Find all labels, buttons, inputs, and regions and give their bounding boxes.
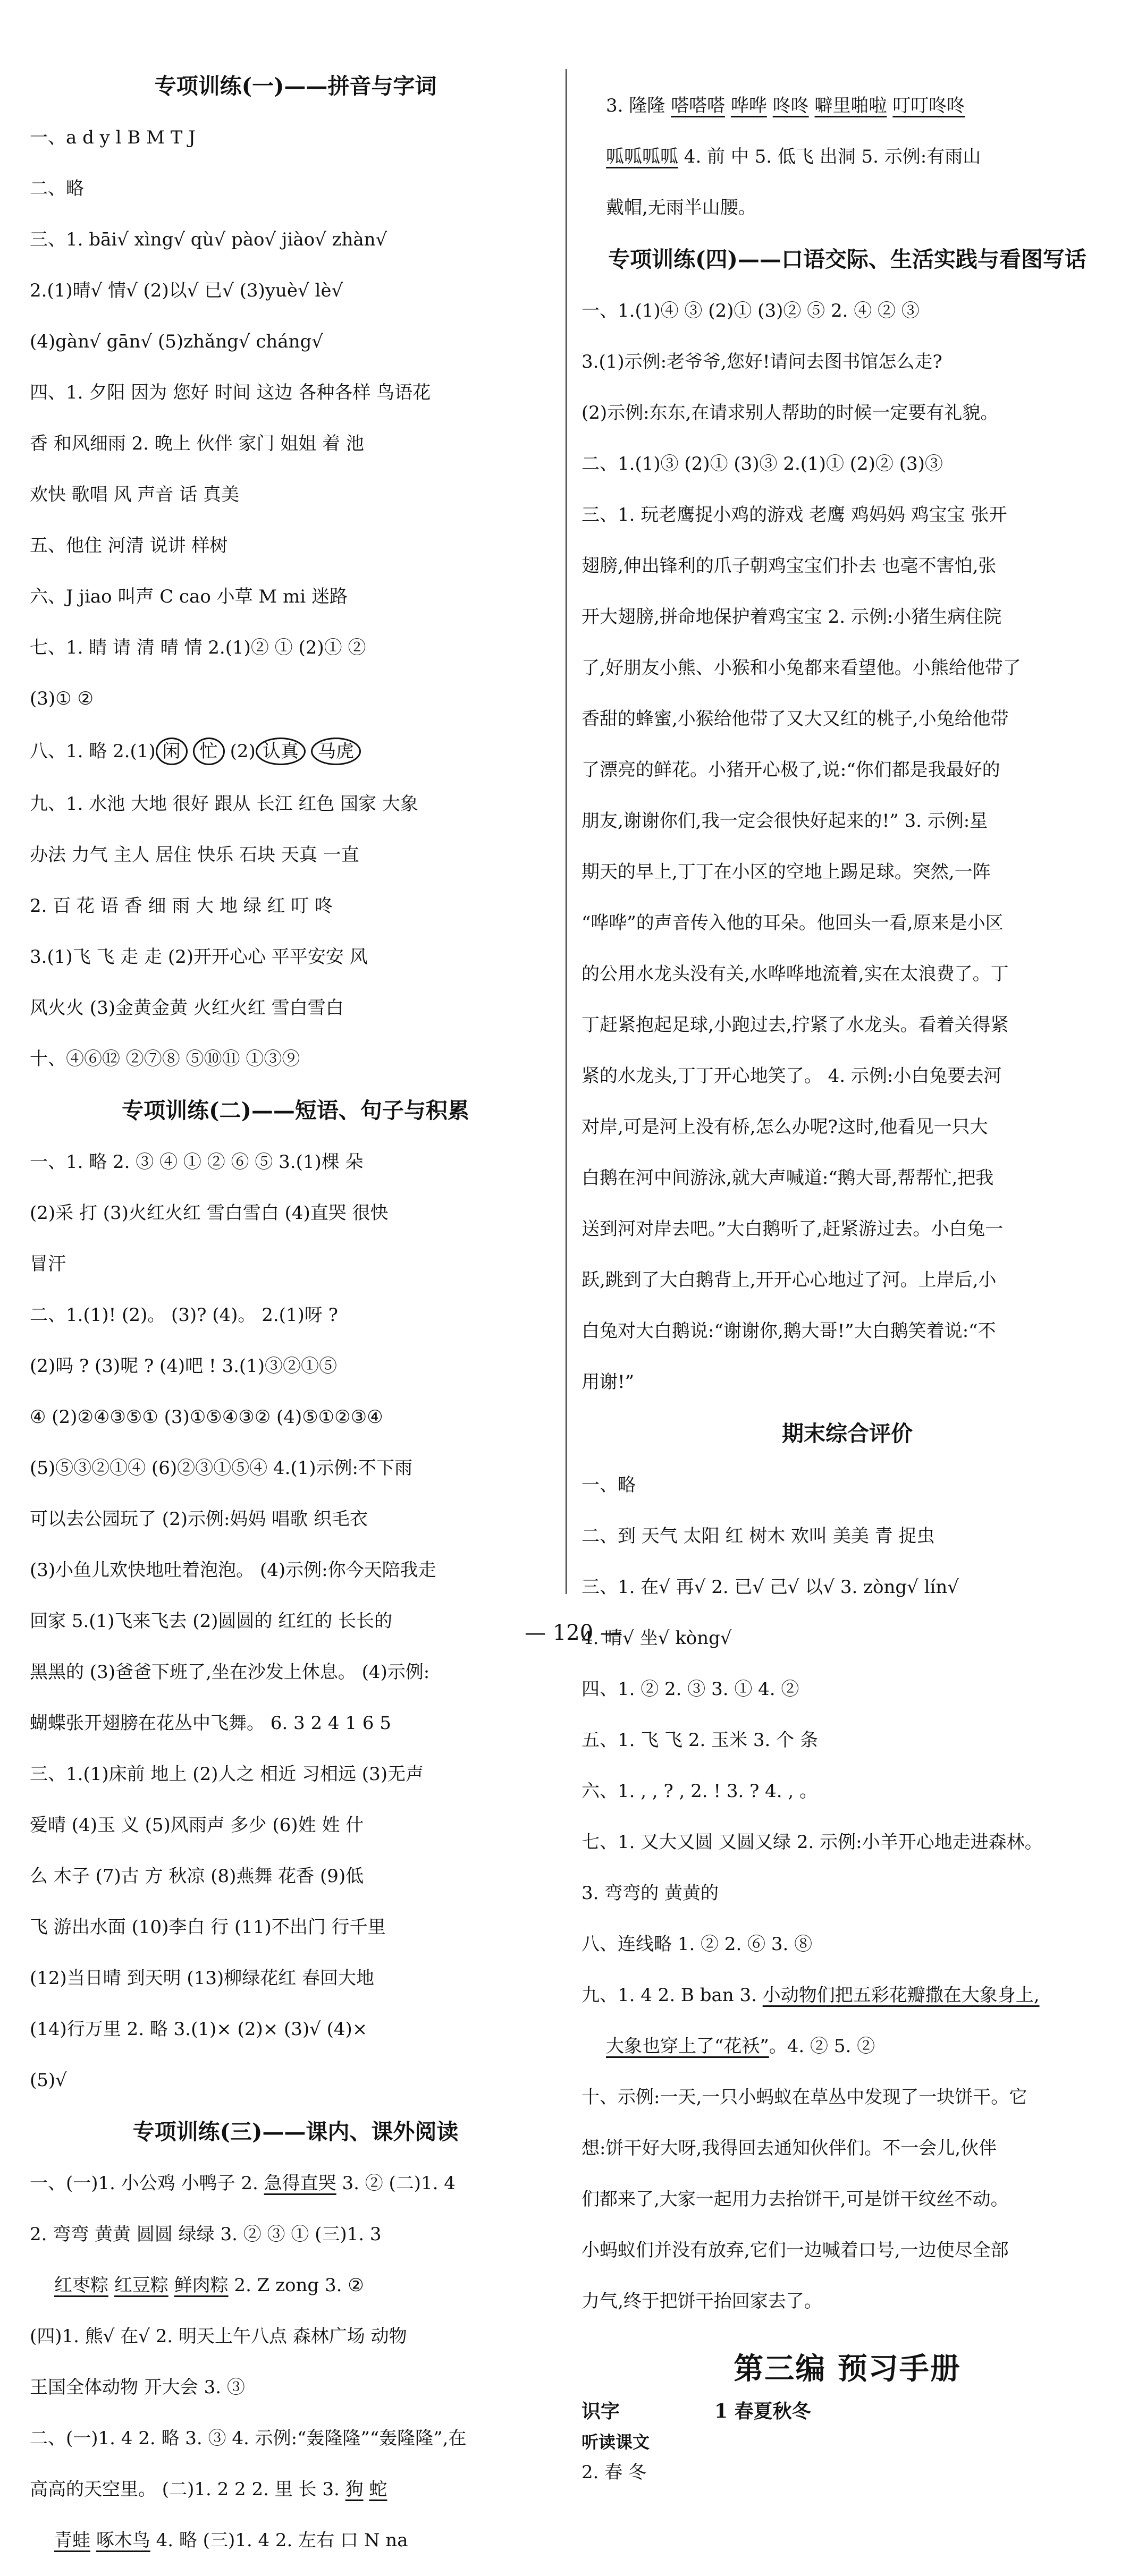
underlined-answer: 红枣粽 [54, 2275, 108, 2296]
answer-line: (2)吗 ? (3)呢 ? (4)吧 ! 3.(1)③②①⑤ [30, 1355, 338, 1377]
line-mid: (2) [230, 741, 256, 762]
answer-line: 九、1. 水池 大地 很好 跟从 长江 红色 国家 大象 [30, 793, 418, 815]
text-span: 4. 略 (三)1. 4 2. 左右 口 N na [150, 2530, 408, 2551]
answer-line: “哗哗”的声音传入他的耳朵。他回头一看,原来是小区 [582, 912, 1004, 934]
underlined-answer: 哗哗 [730, 95, 767, 116]
answer-line: 三、1. bāi√ xìng√ qù√ pào√ jiào√ zhàn√ [30, 229, 387, 250]
answer-line: 回家 5.(1)飞来飞去 (2)圆圆的 红红的 长长的 [30, 1611, 392, 1632]
text-span: 3. 隆隆 [606, 95, 671, 116]
answer-line: 二、到 天气 太阳 红 树木 欢叫 美美 青 捉虫 [582, 1526, 935, 1547]
answer-line: (3)小鱼儿欢快地吐着泡泡。 (4)示例:你今天陪我走 [30, 1560, 436, 1581]
answer-line: 2.(1)晴√ 情√ (2)以√ 已√ (3)yuè√ lè√ [30, 280, 343, 301]
answer-line: 一、1. 略 2. ③ ④ ① ② ⑥ ⑤ 3.(1)棵 朵 [30, 1151, 364, 1173]
answer-line: 二、略 [30, 178, 84, 199]
line-prefix: 八、1. 略 2.(1) [30, 741, 156, 762]
answer-line: 六、1. , , ? , 2. ! 3. ? 4. , 。 [582, 1781, 818, 1802]
underlined-answer: 啄木鸟 [96, 2530, 150, 2551]
lesson-title: 1 春夏秋冬 [714, 2400, 811, 2422]
answer-line: 想:饼干好大呀,我得回去通知伙伴们。不一会儿,伙伴 [582, 2138, 997, 2159]
section-title-1: 专项训练(一)——拼音与字词 [154, 73, 437, 99]
answer-line: 4. 晴√ 坐√ kòng√ [582, 1628, 732, 1649]
answer-line: 香甜的蜂蜜,小猴给他带了又大又红的桃子,小兔给他带 [582, 708, 1009, 730]
answer-line: 了,好朋友小熊、小猴和小兔都来看望他。小熊给他带了 [582, 657, 1021, 679]
section-title-2: 专项训练(二)——短语、句子与积累 [122, 1098, 469, 1123]
answer-line: 十、示例:一天,一只小蚂蚁在草丛中发现了一块饼干。它 [582, 2087, 1027, 2108]
answer-line: (2)采 打 (3)火红火红 雪白雪白 (4)直哭 很快 [30, 1202, 389, 1224]
circled-word: 闲 [156, 738, 188, 765]
section-title-4: 专项训练(四)——口语交际、生活实践与看图写话 [608, 247, 1086, 272]
answer-line: 一、略 [582, 1475, 636, 1496]
continued-answers [582, 70, 1113, 243]
text-span: 2. Z zong 3. ② [228, 2275, 364, 2296]
answer-line: 2. 春 冬 [582, 2462, 647, 2483]
answer-line: 力气,终于把饼干抬回家去了。 [582, 2291, 822, 2312]
answer-line: 风火火 (3)金黄金黄 火红火红 雪白雪白 [30, 997, 344, 1019]
answer-line: 白兔对大白鹅说:“谢谢你,鹅大哥!”大白鹅笑着说:“不 [582, 1320, 996, 1342]
section-1-answers [30, 102, 561, 1095]
underlined-answer: 咚咚 [772, 95, 809, 116]
answer-line: 可以去公园玩了 (2)示例:妈妈 唱歌 织毛衣 [30, 1509, 368, 1530]
subsection-label: 听读课文 [582, 2432, 650, 2452]
section-4-answers [582, 275, 1113, 1418]
text-span: 3. ② (二)1. 4 [336, 2173, 456, 2194]
answer-line: 一、a d y l B M T J [30, 127, 196, 148]
answer-line: 翅膀,伸出锋利的爪子朝鸡宝宝们扑去 也毫不害怕,张 [582, 555, 997, 577]
answer-line [582, 2031, 1113, 2062]
underlined-answer: 青蛙 [54, 2530, 90, 2551]
answer-line: 六、J jiao 叫声 C cao 小草 M mi 迷路 [30, 586, 348, 607]
answer-line: 蝴蝶张开翅膀在花丛中飞舞。 6. 3 2 4 1 6 5 [30, 1713, 391, 1734]
answer-line: 二、(一)1. 4 2. 略 3. ③ 4. 示例:“轰隆隆”“轰隆隆”,在 [30, 2428, 467, 2449]
answer-line: 送到河对岸去吧。”大白鹅听了,赶紧游过去。小白兔一 [582, 1218, 1004, 1240]
answer-line: 二、1.(1)③ (2)① (3)③ 2.(1)① (2)② (3)③ [582, 453, 943, 474]
answer-line: 五、他住 河清 说讲 样树 [30, 535, 228, 556]
answer-line: 五、1. 飞 飞 2. 玉米 3. 个 条 [582, 1730, 818, 1751]
answer-line: 四、1. ② 2. ③ 3. ① 4. ② [582, 1679, 799, 1700]
answer-line: (2)示例:东东,在请求别人帮助的时候一定要有礼貌。 [582, 402, 999, 423]
answer-line: 飞 游出水面 (10)李白 行 (11)不出门 行千里 [30, 1917, 386, 1938]
answer-line [30, 2270, 561, 2301]
answer-line: 三、1. 在√ 再√ 2. 已√ 己√ 以√ 3. zòng√ lín√ [582, 1577, 959, 1598]
answer-line: 二、1.(1)! (2)。 (3)? (4)。 2.(1)呀 ? [30, 1304, 338, 1326]
answer-line: 王国全体动物 开大会 3. ③ [30, 2377, 245, 2398]
section-title-3: 专项训练(三)——课内、课外阅读 [132, 2119, 459, 2145]
answer-line: 戴帽,无雨半山腰。 [606, 197, 756, 218]
underlined-answer: 狗 [345, 2479, 364, 2500]
answer-line: 的公用水龙头没有关,水哗哗地流着,实在太浪费了。丁 [582, 963, 1009, 985]
answer-line: 黑黑的 (3)爸爸下班了,坐在沙发上休息。 (4)示例: [30, 1662, 430, 1683]
underlined-answer: 急得直哭 [264, 2173, 336, 2194]
answer-line: 丁赶紧抱起足球,小跑过去,拧紧了水龙头。看着关得紧 [582, 1014, 1009, 1036]
answer-line: (5)√ [30, 2070, 67, 2091]
answer-line: 白鹅在河中间游泳,就大声喊道:“鹅大哥,帮帮忙,把我 [582, 1167, 994, 1189]
answer-line: 期天的早上,丁丁在小区的空地上踢足球。突然,一阵 [582, 861, 991, 883]
answer-line: 四、1. 夕阳 因为 您好 时间 这边 各种各样 鸟语花 [30, 382, 431, 403]
answer-line [582, 1980, 1113, 2011]
underlined-answer: 蛇 [369, 2479, 387, 2500]
answer-line: 一、1.(1)④ ③ (2)① (3)② ⑤ 2. ④ ② ③ [582, 300, 920, 321]
underlined-answer: 小动物们把五彩花瓣撒在大象身上, [762, 1985, 1040, 2006]
answer-line: 紧的水龙头,丁丁开心地笑了。 4. 示例:小白兔要去河 [582, 1065, 1002, 1087]
underlined-answer: 嗒嗒嗒 [671, 95, 726, 116]
answer-line: 对岸,可是河上没有桥,怎么办呢?这时,他看见一只大 [582, 1116, 988, 1138]
section-5-answers [582, 1450, 1113, 2337]
text-span: 。4. ② 5. ② [769, 2036, 875, 2057]
underlined-answer: 红豆粽 [114, 2275, 168, 2296]
answer-line: 十、④⑥⑫ ②⑦⑧ ⑤⑩⑪ ①③⑨ [30, 1048, 300, 1070]
answer-line: (4)gàn√ gān√ (5)zhǎng√ cháng√ [30, 331, 323, 352]
category-label: 识字 [582, 2400, 620, 2422]
circled-word: 马虎 [311, 738, 361, 765]
underlined-answer: 呱呱呱呱 [606, 146, 678, 167]
answer-line: 朋友,谢谢你们,我一定会很快好起来的!” 3. 示例:星 [582, 810, 988, 832]
answer-line [30, 2168, 561, 2199]
circled-word: 忙 [193, 738, 225, 765]
answer-line: 2. 弯弯 黄黄 圆圆 绿绿 3. ② ③ ① (三)1. 3 [30, 2224, 382, 2245]
answer-line: 七、1. 睛 请 清 晴 情 2.(1)② ① (2)① ② [30, 637, 366, 658]
text-span: 高高的天空里。 (二)1. 2 2 2. 里 长 3. [30, 2479, 346, 2500]
answer-line [30, 2474, 561, 2505]
text-span: 一、(一)1. 小公鸡 小鸭子 2. [30, 2173, 264, 2194]
answer-line-circled [30, 734, 561, 768]
lesson-heading [582, 2395, 1113, 2427]
answer-line: 3. 弯弯的 黄黄的 [582, 1883, 719, 1904]
underlined-answer: 鲜肉粽 [174, 2275, 229, 2296]
left-column [30, 70, 561, 2576]
answer-line: (5)⑤③②①④ (6)②③①⑤④ 4.(1)示例:不下雨 [30, 1458, 412, 1479]
answer-line [582, 141, 1113, 172]
section-title-5: 期末综合评价 [782, 1421, 913, 1446]
answer-line: 三、1.(1)床前 地上 (2)人之 相近 习相远 (3)无声 [30, 1764, 424, 1785]
section-3-answers [30, 2148, 561, 2576]
circled-word: 认真 [256, 738, 306, 765]
answer-line: 八、连线略 1. ② 2. ⑥ 3. ⑧ [582, 1934, 813, 1955]
underlined-answer: 叮叮咚咚 [892, 95, 965, 116]
answer-line: 了漂亮的鲜花。小猪开心极了,说:“你们都是我最好的 [582, 759, 1000, 781]
answer-line: 们都来了,大家一起用力去抬饼干,可是饼干纹丝不动。 [582, 2189, 1009, 2210]
answer-line: (3)① ② [30, 688, 94, 709]
answer-line: ④ (2)②④③⑤① (3)①⑤④③② (4)⑤①②③④ [30, 1406, 383, 1428]
answer-line: 3.(1)飞 飞 走 走 (2)开开心心 平平安安 风 [30, 946, 368, 968]
answer-line: 小蚂蚁们并没有放弃,它们一边喊着口号,一边使尽全部 [582, 2240, 1009, 2261]
answer-line: 用谢!” [582, 1371, 635, 1393]
text-span: 九、1. 4 2. B ban 3. [582, 1985, 763, 2006]
column-divider [566, 69, 567, 1594]
answer-line: 七、1. 又大又圆 又圆又绿 2. 示例:小羊开心地走进森林。 [582, 1832, 1043, 1853]
page-number: — 120 — [525, 1621, 621, 1645]
answer-line: 香 和风细雨 2. 晚上 伙伴 家门 姐姐 着 池 [30, 433, 364, 454]
right-column [582, 70, 1113, 2488]
answer-line: 欢快 歌唱 风 声音 话 真美 [30, 484, 240, 505]
answer-line: 冒汗 [30, 1253, 66, 1275]
answer-line: (四)1. 熊√ 在√ 2. 明天上午八点 森林广场 动物 [30, 2326, 407, 2347]
part-title: 第三编 预习手册 [734, 2351, 961, 2386]
underlined-answer: 大象也穿上了“花袄” [606, 2036, 769, 2057]
answer-line: 跃,跳到了大白鹅背上,开开心心地过了河。上岸后,小 [582, 1269, 997, 1291]
answer-line: 三、1. 玩老鹰捉小鸡的游戏 老鹰 鸡妈妈 鸡宝宝 张开 [582, 504, 1007, 526]
answer-line [582, 90, 1113, 121]
answer-line: (14)行万里 2. 略 3.(1)× (2)× (3)√ (4)× [30, 2019, 368, 2040]
answer-line: (12)当日晴 到天明 (13)柳绿花红 春回大地 [30, 1968, 375, 1989]
answer-line: 办法 力气 主人 居住 快乐 石块 天真 一直 [30, 844, 359, 866]
answer-line: 2. 百 花 语 香 细 雨 大 地 绿 红 叮 咚 [30, 895, 333, 917]
underlined-answer: 噼里啪啦 [814, 95, 887, 116]
answer-line [30, 2525, 561, 2556]
answer-line: 开大翅膀,拼命地保护着鸡宝宝 2. 示例:小猪生病住院 [582, 606, 1002, 628]
answer-line: 么 木子 (7)古 方 秋凉 (8)燕舞 花香 (9)低 [30, 1866, 364, 1887]
answer-line: 爱晴 (4)玉 义 (5)风雨声 多少 (6)姓 姓 什 [30, 1815, 364, 1836]
text-span: 4. 前 中 5. 低飞 出洞 5. 示例:有雨山 [678, 146, 981, 167]
answer-line: 3.(1)示例:老爷爷,您好!请问去图书馆怎么走? [582, 351, 942, 372]
